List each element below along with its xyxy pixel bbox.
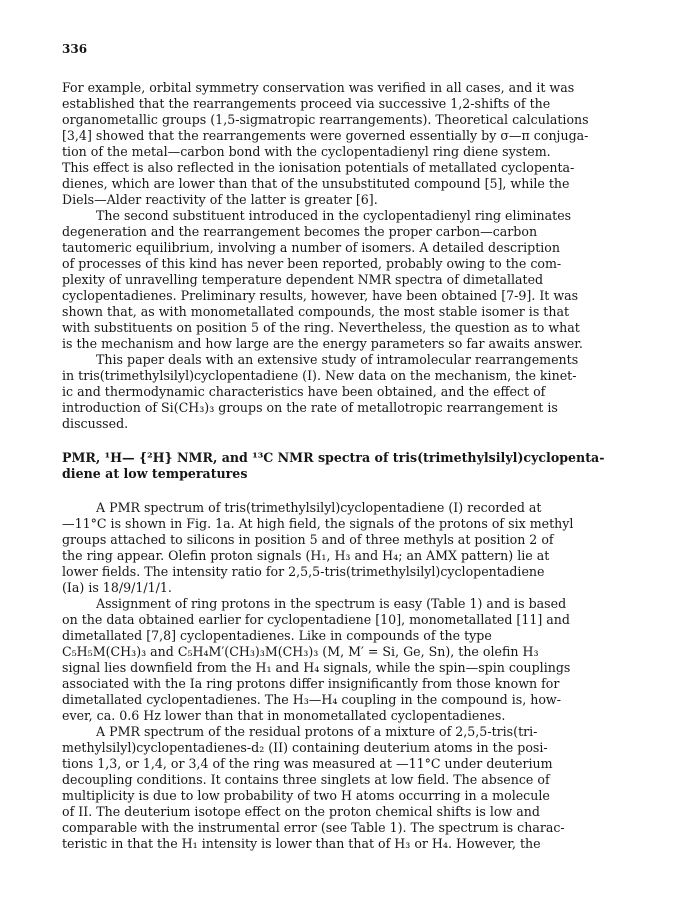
body-line: groups attached to silicons in position 5 and of three methyls at position 2 of bbox=[62, 532, 554, 547]
body-line: established that the rearrangements proceed via successive 1,2-shifts of the bbox=[62, 96, 551, 111]
body-line: lower fields. The intensity ratio for 2,5,5-tris(trimethylsilyl)cyclopentadiene bbox=[62, 564, 545, 579]
section-heading: PMR, ¹H— {²H} NMR, and ¹³C NMR spectra of tris(trimethylsilyl)cyclopenta- bbox=[62, 450, 605, 465]
body-line: A PMR spectrum of the residual protons of a mixture of 2,5,5-tris(tri- bbox=[96, 724, 538, 739]
body-line: This paper deals with an extensive study of intramolecular rearrangements bbox=[96, 352, 579, 367]
body-line: decoupling conditions. It contains three singlets at low field. The absence of bbox=[62, 772, 550, 787]
body-line: on the data obtained earlier for cyclopentadiene [10], monometallated [11] and bbox=[62, 612, 570, 627]
body-line: Assignment of ring protons in the spectrum is easy (Table 1) and is based bbox=[96, 596, 567, 611]
body-line: associated with the Ia ring protons differ insignificantly from those known for bbox=[62, 676, 560, 691]
body-line: cyclopentadienes. Preliminary results, however, have been obtained [7-9]. It was bbox=[62, 288, 579, 303]
body-line: methylsilyl)cyclopentadienes-d₂ (II) containing deuterium atoms in the posi- bbox=[62, 740, 548, 755]
body-line: (Ia) is 18/9/1/1/1. bbox=[62, 580, 172, 595]
body-line: is the mechanism and how large are the energy parameters so far awaits answer. bbox=[62, 336, 583, 351]
body-line: For example, orbital symmetry conservation was verified in all cases, and it was bbox=[62, 80, 575, 95]
body-line: discussed. bbox=[62, 416, 129, 431]
section-heading: diene at low temperatures bbox=[62, 466, 248, 481]
body-line: the ring appear. Olefin proton signals (H₁, H₃ and H₄; an AMX pattern) lie at bbox=[62, 548, 550, 563]
body-line: in tris(trimethylsilyl)cyclopentadiene (I). New data on the mechanism, the kinet- bbox=[62, 368, 577, 383]
body-line: C₅H₅M(CH₃)₃ and C₅H₄M′(CH₃)₃M(CH₃)₃ (M, M′ = Si, Ge, Sn), the olefin H₃ bbox=[62, 644, 539, 659]
body-line: dimetallated cyclopentadienes. The H₃—H₄ coupling in the compound is, how- bbox=[62, 692, 561, 707]
body-line: organometallic groups (1,5-sigmatropic rearrangements). Theoretical calculations bbox=[62, 112, 589, 127]
body-line: —11°C is shown in Fig. 1a. At high field, the signals of the protons of six methyl bbox=[62, 516, 574, 531]
body-line: with substituents on position 5 of the ring. Nevertheless, the question as to what bbox=[62, 320, 580, 335]
body-line: of processes of this kind has never been reported, probably owing to the com- bbox=[62, 256, 562, 271]
body-line: teristic in that the H₁ intensity is lower than that of H₃ or H₄. However, the bbox=[62, 836, 541, 851]
body-line: dienes, which are lower than that of the unsubstituted compound [5], while the bbox=[62, 176, 570, 191]
body-line: tion of the metal—carbon bond with the cyclopentadienyl ring diene system. bbox=[62, 144, 551, 159]
body-line: A PMR spectrum of tris(trimethylsilyl)cyclopentadiene (I) recorded at bbox=[96, 500, 542, 515]
body-line: The second substituent introduced in the cyclopentadienyl ring eliminates bbox=[96, 208, 572, 223]
body-line: shown that, as with monometallated compounds, the most stable isomer is that bbox=[62, 304, 570, 319]
body-line: tions 1,3, or 1,4, or 3,4 of the ring was measured at —11°C under deuterium bbox=[62, 756, 553, 771]
body-line: of II. The deuterium isotope effect on the proton chemical shifts is low and bbox=[62, 804, 540, 819]
body-line: dimetallated [7,8] cyclopentadienes. Like in compounds of the type bbox=[62, 628, 492, 643]
body-line: comparable with the instrumental error (see Table 1). The spectrum is charac- bbox=[62, 820, 565, 835]
body-line: multiplicity is due to low probability of two H atoms occurring in a molecule bbox=[62, 788, 550, 803]
body-line: signal lies downfield from the H₁ and H₄ signals, while the spin—spin couplings bbox=[62, 660, 571, 675]
body-line: plexity of unravelling temperature dependent NMR spectra of dimetallated bbox=[62, 272, 544, 287]
body-line: [3,4] showed that the rearrangements were governed essentially by σ—π conjuga- bbox=[62, 128, 589, 143]
body-line: This effect is also reflected in the ionisation potentials of metallated cyclopenta- bbox=[62, 160, 575, 175]
body-line: tautomeric equilibrium, involving a number of isomers. A detailed description bbox=[62, 240, 560, 255]
body-line: ever, ca. 0.6 Hz lower than that in monometallated cyclopentadienes. bbox=[62, 708, 506, 723]
body-line: ic and thermodynamic characteristics have been obtained, and the effect of bbox=[62, 384, 546, 399]
body-line: degeneration and the rearrangement becomes the proper carbon—carbon bbox=[62, 224, 538, 239]
body-line: introduction of Si(CH₃)₃ groups on the rate of metallotropic rearrangement is bbox=[62, 400, 558, 415]
body-line: Diels—Alder reactivity of the latter is greater [6]. bbox=[62, 192, 378, 207]
page-number: 336 bbox=[62, 42, 88, 56]
